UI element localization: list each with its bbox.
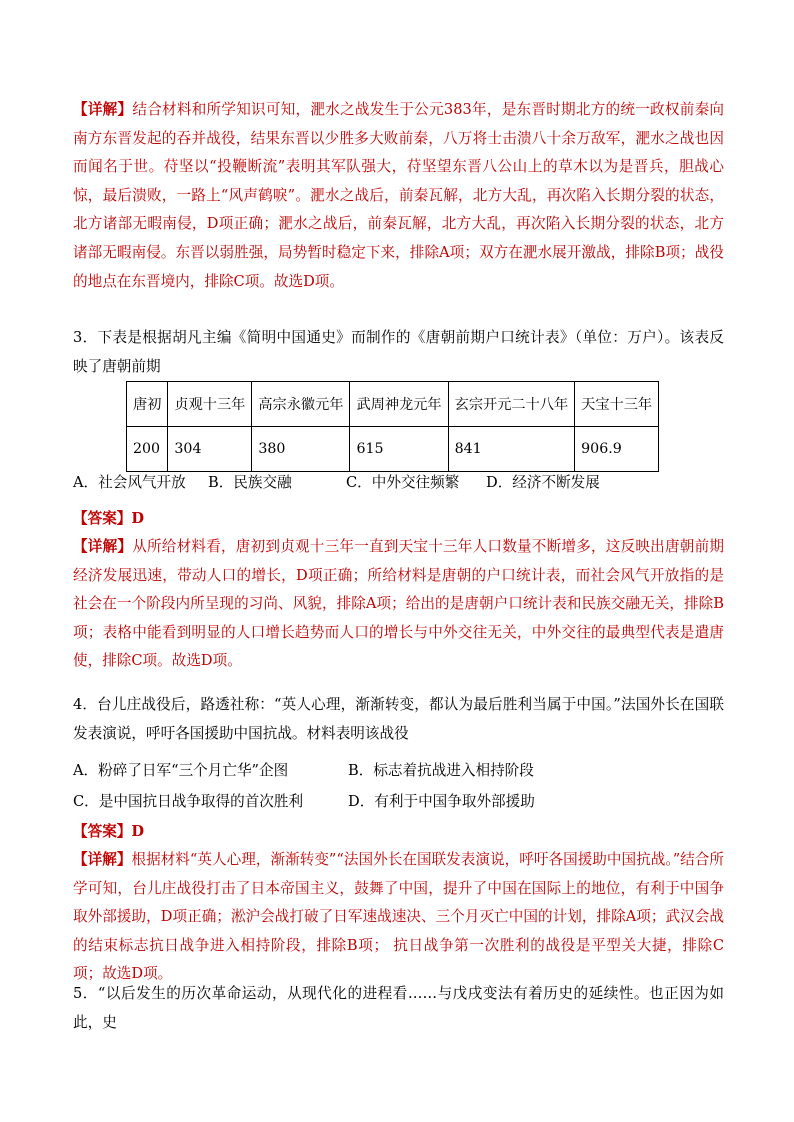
- detail-paragraph-q2: [73, 96, 724, 296]
- answer-value: D: [131, 510, 145, 527]
- table-header-cell: 唐初: [127, 382, 168, 427]
- answer-value: D: [131, 823, 145, 840]
- answer-tag: 【答案】: [73, 823, 132, 840]
- question-4-options: [73, 757, 724, 817]
- detail-text: 从所给材料看，唐初到贞观十三年一直到天宝十三年人口数量不断增多，这反映出唐朝前期经济发展迅速，带动人口的增长，D项正确；所给材料是唐朝的户口统计表，而社会风气开放指的是社会在一个阶段内所呈现的习尚、风貌，排除A项；给出的是唐朝户口统计表和民族交融无关，排除B项；表格中能看到明显的人口增长趋势而人口的增长与中外交往无关，中外交往的最典型代表是遣唐使，排除C项。故选D项。: [73, 538, 724, 670]
- detail-paragraph-q4: [73, 846, 724, 989]
- detail-paragraph-q3: [73, 533, 724, 676]
- option-d: D．有利于中国争取外部援助: [348, 793, 535, 810]
- question-4-stem: 4．台儿庄战役后，路透社称：“英人心理，渐渐转变，都认为最后胜利当属于中国。”法国外长在国联发表演说，呼吁各国援助中国抗战。材料表明该战役: [73, 696, 724, 742]
- population-table: [126, 381, 659, 472]
- table-value-cell: 615: [350, 427, 448, 472]
- table-header-cell: 贞观十三年: [168, 382, 252, 427]
- table-value-cell: 200: [127, 427, 168, 472]
- detail-tag: 【详解】: [73, 538, 133, 555]
- table-header-cell: 玄宗开元二十八年: [448, 382, 575, 427]
- table-header-cell: 武周神龙元年: [350, 382, 448, 427]
- table-value-row: [127, 427, 659, 472]
- detail-text: 结合材料和所学知识可知，淝水之战发生于公元383年，是东晋时期北方的统一政权前秦向南方东晋发起的吞并战役，结果东晋以少胜多大败前秦，八万将士击溃八十余万敌军，淝水之战也因而闻名于世。苻坚以“投鞭断流”表明其军队强大，苻坚望东晋八公山上的草木以为是晋兵，胆战心惊，最后溃败，一路上“风声鹤唳”。淝水之战后，前秦瓦解，北方大乱，再次陷入长期分裂的状态，北方诸部无暇南侵，D项正确；淝水之战后，前秦瓦解，北方大乱，再次陷入长期分裂的状态，北方诸部无暇南侵。东晋以弱胜强，局势暂时稳定下来，排除A项；双方在淝水展开激战，排除B项；战役的地点在东晋境内，排除C项。故选D项。: [73, 101, 724, 290]
- option-c: C．是中国抗日战争取得的首次胜利: [73, 793, 304, 810]
- detail-text: 根据材料“英人心理，渐渐转变”“法国外长在国联发表演说，呼吁各国援助中国抗战。”结合所学可知，台儿庄战役打击了日本帝国主义，鼓舞了中国，提升了中国在国际上的地位，有利于中国争取外部援助，D项正确；淞沪会战打破了日军速战速决、三个月灭亡中国的计划，排除A项；武汉会战的结束标志抗日战争进入相持阶段，排除B项； 抗日战争第一次胜利的战役是平型关大捷，排除C项；故选D项。: [73, 851, 724, 983]
- detail-tag: 【详解】: [73, 851, 132, 868]
- option-a: A．粉碎了日军“三个月亡华”企图: [73, 762, 289, 779]
- answer-tag: 【答案】: [73, 510, 132, 527]
- question-3-options: [73, 469, 724, 497]
- option-b: B．标志着抗战进入相持阶段: [348, 762, 534, 779]
- table-value-cell: 906.9: [575, 427, 659, 472]
- table-value-cell: 380: [252, 427, 350, 472]
- table-value-cell: 304: [168, 427, 252, 472]
- question-3-stem: 3．下表是根据胡凡主编《简明中国通史》而制作的《唐朝前期户口统计表》（单位：万户）。该表反映了唐朝前期: [73, 329, 724, 375]
- detail-tag: 【详解】: [73, 101, 133, 118]
- table-header-row: [127, 382, 659, 427]
- option-c: C．中外交往频繁: [346, 474, 460, 491]
- table-header-cell: 高宗永徽元年: [252, 382, 350, 427]
- table-value-cell: 841: [448, 427, 575, 472]
- question-5-stem: 5．“以后发生的历次革命运动，从现代化的进程看……与戊戌变法有着历史的延续性。也正因为如此，史: [73, 985, 724, 1031]
- answer-line-q3: [73, 505, 724, 534]
- answer-line-q4: [73, 818, 724, 847]
- option-a: A．社会风气开放: [73, 474, 186, 491]
- option-b: B．民族交融: [208, 474, 292, 491]
- option-d: D．经济不断发展: [486, 474, 600, 491]
- table-header-cell: 天宝十三年: [575, 382, 659, 427]
